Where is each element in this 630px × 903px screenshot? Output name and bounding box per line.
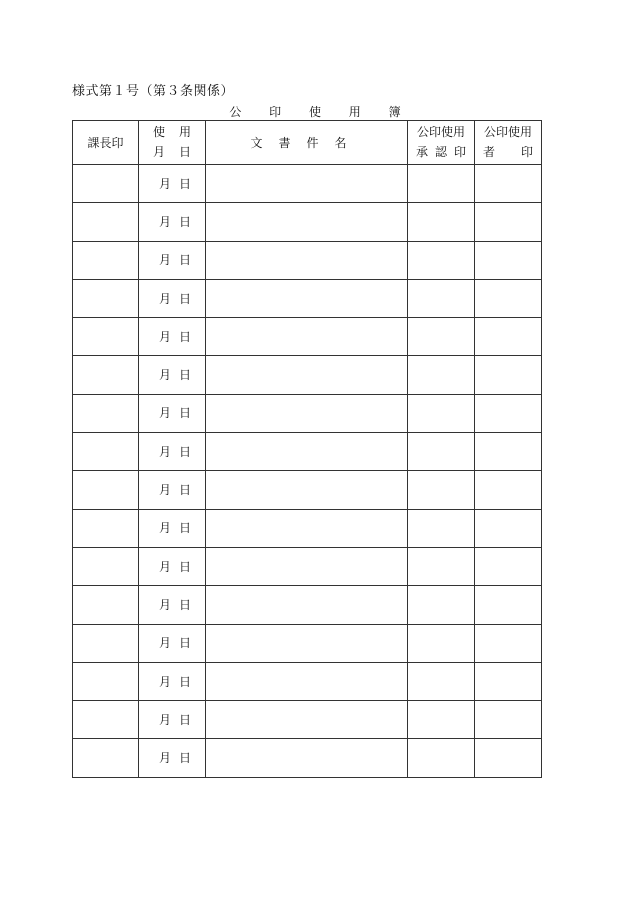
document-name-cell[interactable] (206, 279, 408, 317)
header-approval-seal-char: 印 (453, 145, 466, 159)
user-seal-cell[interactable] (475, 701, 542, 739)
month-label: 月 (159, 712, 172, 727)
day-label: 日 (178, 176, 191, 191)
user-seal-cell[interactable] (475, 586, 542, 624)
day-label: 日 (178, 751, 191, 766)
approval-seal-cell[interactable] (408, 701, 475, 739)
header-chief-seal (73, 121, 139, 165)
chief-seal-cell[interactable] (73, 241, 139, 279)
use-date-cell[interactable] (139, 586, 206, 624)
month-label: 月 (159, 406, 172, 421)
header-use-date-char: 月 (153, 145, 166, 159)
approval-seal-cell[interactable] (408, 509, 475, 547)
header-chief-seal-label: 課長印 (87, 136, 124, 150)
chief-seal-cell[interactable] (73, 394, 139, 432)
table-row (73, 662, 542, 700)
header-approval-seal-char: 認 (434, 145, 447, 159)
user-seal-cell[interactable] (475, 165, 542, 203)
chief-seal-cell[interactable] (73, 509, 139, 547)
document-name-cell[interactable] (206, 739, 408, 777)
user-seal-cell[interactable] (475, 471, 542, 509)
day-label: 日 (178, 214, 191, 229)
chief-seal-cell[interactable] (73, 356, 139, 394)
chief-seal-cell[interactable] (73, 662, 139, 700)
chief-seal-cell[interactable] (73, 318, 139, 356)
approval-seal-cell[interactable] (408, 624, 475, 662)
user-seal-cell[interactable] (475, 739, 542, 777)
month-label: 月 (159, 214, 172, 229)
user-seal-cell[interactable] (475, 318, 542, 356)
table-row (73, 356, 542, 394)
header-document-name-label: 文書件名 (250, 136, 363, 150)
header-use-date-char: 使 (153, 125, 166, 139)
document-name-cell[interactable] (206, 356, 408, 394)
document-name-cell[interactable] (206, 318, 408, 356)
day-label: 日 (178, 291, 191, 306)
month-label: 月 (159, 444, 172, 459)
month-label: 月 (159, 636, 172, 651)
approval-seal-cell[interactable] (408, 471, 475, 509)
table-row (73, 165, 542, 203)
use-date-cell[interactable] (139, 662, 206, 700)
use-date-cell[interactable] (139, 509, 206, 547)
approval-seal-cell[interactable] (408, 662, 475, 700)
month-label: 月 (159, 253, 172, 268)
header-user-seal-char: 者 (483, 145, 496, 159)
form-number: 様式第１号（第３条関係） (72, 84, 235, 99)
header-use-date-char: 日 (178, 145, 191, 159)
header-user-seal (475, 121, 542, 165)
document-name-cell[interactable] (206, 241, 408, 279)
approval-seal-cell[interactable] (408, 165, 475, 203)
document-name-cell[interactable] (206, 394, 408, 432)
chief-seal-cell[interactable] (73, 165, 139, 203)
user-seal-cell[interactable] (475, 662, 542, 700)
table-row (73, 203, 542, 241)
chief-seal-cell[interactable] (73, 547, 139, 585)
approval-seal-cell[interactable] (408, 279, 475, 317)
approval-seal-cell[interactable] (408, 547, 475, 585)
user-seal-cell[interactable] (475, 356, 542, 394)
document-name-cell[interactable] (206, 203, 408, 241)
day-label: 日 (178, 712, 191, 727)
table-row (73, 701, 542, 739)
use-date-cell[interactable] (139, 394, 206, 432)
day-label: 日 (178, 253, 191, 268)
month-label: 月 (159, 674, 172, 689)
approval-seal-cell[interactable] (408, 586, 475, 624)
use-date-cell[interactable] (139, 739, 206, 777)
month-label: 月 (159, 368, 172, 383)
approval-seal-cell[interactable] (408, 241, 475, 279)
table-row (73, 624, 542, 662)
use-date-cell[interactable] (139, 165, 206, 203)
user-seal-cell[interactable] (475, 241, 542, 279)
table-row (73, 509, 542, 547)
user-seal-cell[interactable] (475, 509, 542, 547)
day-label: 日 (178, 368, 191, 383)
use-date-cell[interactable] (139, 241, 206, 279)
table-row (73, 547, 542, 585)
approval-seal-cell[interactable] (408, 356, 475, 394)
chief-seal-cell[interactable] (73, 586, 139, 624)
use-date-cell[interactable] (139, 701, 206, 739)
month-label: 月 (159, 176, 172, 191)
approval-seal-cell[interactable] (408, 739, 475, 777)
user-seal-cell[interactable] (475, 279, 542, 317)
chief-seal-cell[interactable] (73, 279, 139, 317)
table-row (73, 739, 542, 777)
header-approval-seal-line1: 公印使用 (416, 125, 465, 139)
table-row (73, 433, 542, 471)
table-row (73, 241, 542, 279)
month-label: 月 (159, 751, 172, 766)
header-approval-seal-char: 承 (416, 145, 429, 159)
use-date-cell[interactable] (139, 624, 206, 662)
use-date-cell[interactable] (139, 547, 206, 585)
document-name-cell[interactable] (206, 471, 408, 509)
day-label: 日 (178, 406, 191, 421)
use-date-cell[interactable] (139, 433, 206, 471)
approval-seal-cell[interactable] (408, 318, 475, 356)
user-seal-cell[interactable] (475, 203, 542, 241)
header-document-name (206, 121, 408, 165)
document-name-cell[interactable] (206, 586, 408, 624)
header-row (73, 121, 542, 165)
use-date-cell[interactable] (139, 471, 206, 509)
use-date-cell[interactable] (139, 279, 206, 317)
header-use-date (139, 121, 206, 165)
document-name-cell[interactable] (206, 165, 408, 203)
header-approval-seal (408, 121, 475, 165)
document-name-cell[interactable] (206, 624, 408, 662)
user-seal-cell[interactable] (475, 394, 542, 432)
header-use-date-char: 用 (178, 125, 191, 139)
month-label: 月 (159, 291, 172, 306)
chief-seal-cell[interactable] (73, 471, 139, 509)
table-row (73, 318, 542, 356)
day-label: 日 (178, 483, 191, 498)
chief-seal-cell[interactable] (73, 433, 139, 471)
user-seal-cell[interactable] (475, 433, 542, 471)
header-user-seal-line1: 公印使用 (483, 125, 532, 139)
approval-seal-cell[interactable] (408, 394, 475, 432)
use-date-cell[interactable] (139, 203, 206, 241)
table-row (73, 279, 542, 317)
month-label: 月 (159, 597, 172, 612)
day-label: 日 (178, 444, 191, 459)
document-name-cell[interactable] (206, 701, 408, 739)
table-row (73, 586, 542, 624)
document-name-cell[interactable] (206, 547, 408, 585)
month-label: 月 (159, 521, 172, 536)
use-date-cell[interactable] (139, 318, 206, 356)
day-label: 日 (178, 521, 191, 536)
approval-seal-cell[interactable] (408, 433, 475, 471)
document-name-cell[interactable] (206, 662, 408, 700)
day-label: 日 (178, 674, 191, 689)
document-name-cell[interactable] (206, 433, 408, 471)
form-title: 公 印 使 用 簿 (229, 105, 413, 119)
document-name-cell[interactable] (206, 509, 408, 547)
chief-seal-cell[interactable] (73, 701, 139, 739)
day-label: 日 (178, 329, 191, 344)
table-row (73, 471, 542, 509)
approval-seal-cell[interactable] (408, 203, 475, 241)
user-seal-cell[interactable] (475, 547, 542, 585)
month-label: 月 (159, 329, 172, 344)
chief-seal-cell[interactable] (73, 739, 139, 777)
table-row (73, 394, 542, 432)
day-label: 日 (178, 597, 191, 612)
day-label: 日 (178, 636, 191, 651)
chief-seal-cell[interactable] (73, 624, 139, 662)
day-label: 日 (178, 559, 191, 574)
use-date-cell[interactable] (139, 356, 206, 394)
seal-usage-ledger-table (72, 120, 542, 778)
chief-seal-cell[interactable] (73, 203, 139, 241)
header-user-seal-char: 印 (520, 145, 533, 159)
user-seal-cell[interactable] (475, 624, 542, 662)
month-label: 月 (159, 559, 172, 574)
month-label: 月 (159, 483, 172, 498)
